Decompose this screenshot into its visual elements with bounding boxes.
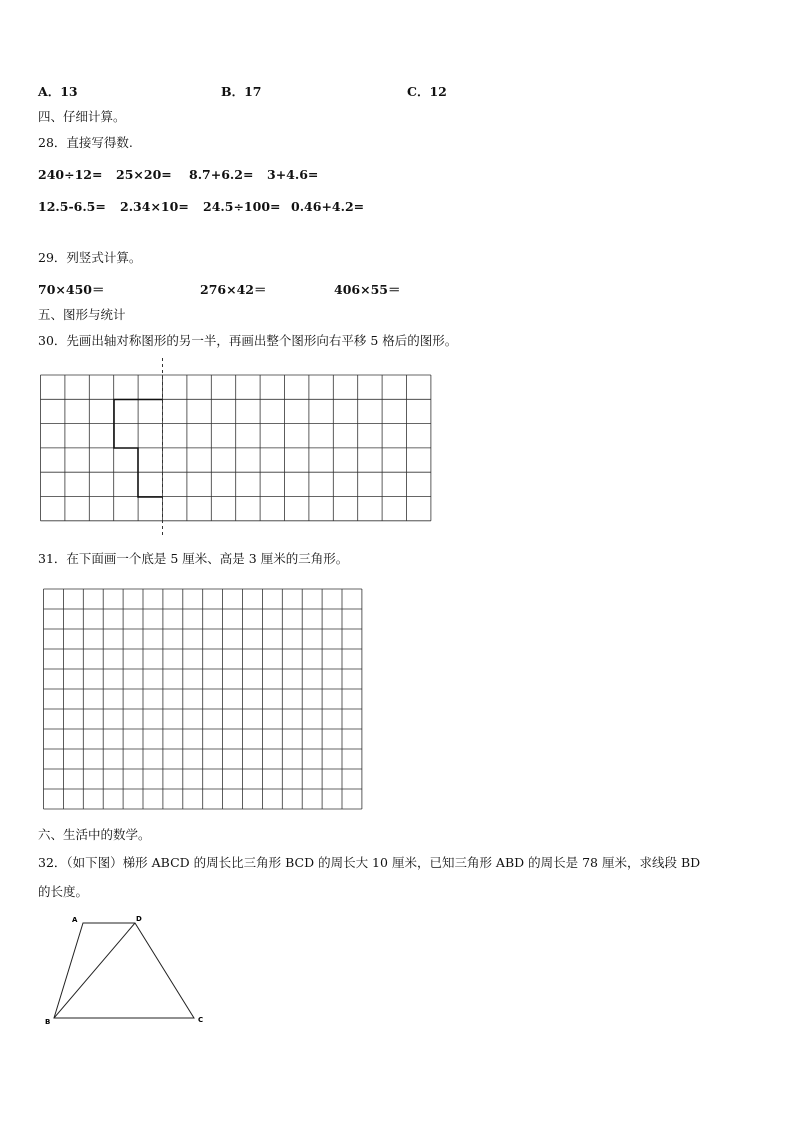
- q30-grid-lines: [41, 375, 431, 521]
- question-30-title: 30．先画出轴对称图形的另一半，再画出整个图形向右平移 5 格后的图形。: [38, 333, 458, 348]
- section-5-heading: 五、图形与统计: [38, 307, 126, 322]
- option-a: A．13: [38, 84, 78, 99]
- q29-item-2: 276×42＝: [200, 282, 267, 297]
- question-29-title: 29．列竖式计算。: [38, 250, 142, 265]
- label-d: D: [136, 915, 142, 923]
- question-31-title: 31．在下面画一个底是 5 厘米、高是 3 厘米的三角形。: [38, 551, 349, 566]
- q29-item-1: 70×450＝: [38, 282, 105, 297]
- q28-item-7: 24.5÷100=: [203, 199, 281, 214]
- q28-item-3: 8.7+6.2=: [189, 167, 254, 182]
- question-32-line-2: 的长度。: [38, 884, 89, 899]
- question-28-title: 28．直接写得数.: [38, 135, 133, 150]
- question-32-line-1: 32．（如下图）梯形 ABCD 的周长比三角形 BCD 的周长大 10 厘米，已知三角形 ABD 的周长是 78 厘米，求线段 BD: [38, 855, 701, 870]
- q28-item-2: 25×20=: [116, 167, 172, 182]
- label-b: B: [45, 1018, 51, 1026]
- label-a: A: [72, 916, 78, 924]
- q28-item-8: 0.46+4.2=: [291, 199, 365, 214]
- q31-grid-lines: [44, 589, 362, 809]
- trapezoid-abcd: [54, 923, 194, 1018]
- section-6-heading: 六、生活中的数学。: [38, 827, 151, 842]
- q30-grid: [36, 358, 456, 538]
- q28-item-1: 240÷12=: [38, 167, 103, 182]
- label-c: C: [198, 1016, 204, 1024]
- q28-item-6: 2.34×10=: [120, 199, 189, 214]
- section-4-heading: 四、仔细计算。: [38, 109, 126, 124]
- q31-grid: [40, 587, 366, 813]
- q29-item-3: 406×55＝: [334, 282, 401, 297]
- q28-item-4: 3+4.6=: [267, 167, 319, 182]
- trapezoid-figure: [38, 910, 218, 1030]
- option-c: C．12: [407, 84, 447, 99]
- diagonal-bd: [54, 923, 135, 1018]
- option-b: B．17: [221, 84, 262, 99]
- q28-item-5: 12.5-6.5=: [38, 199, 106, 214]
